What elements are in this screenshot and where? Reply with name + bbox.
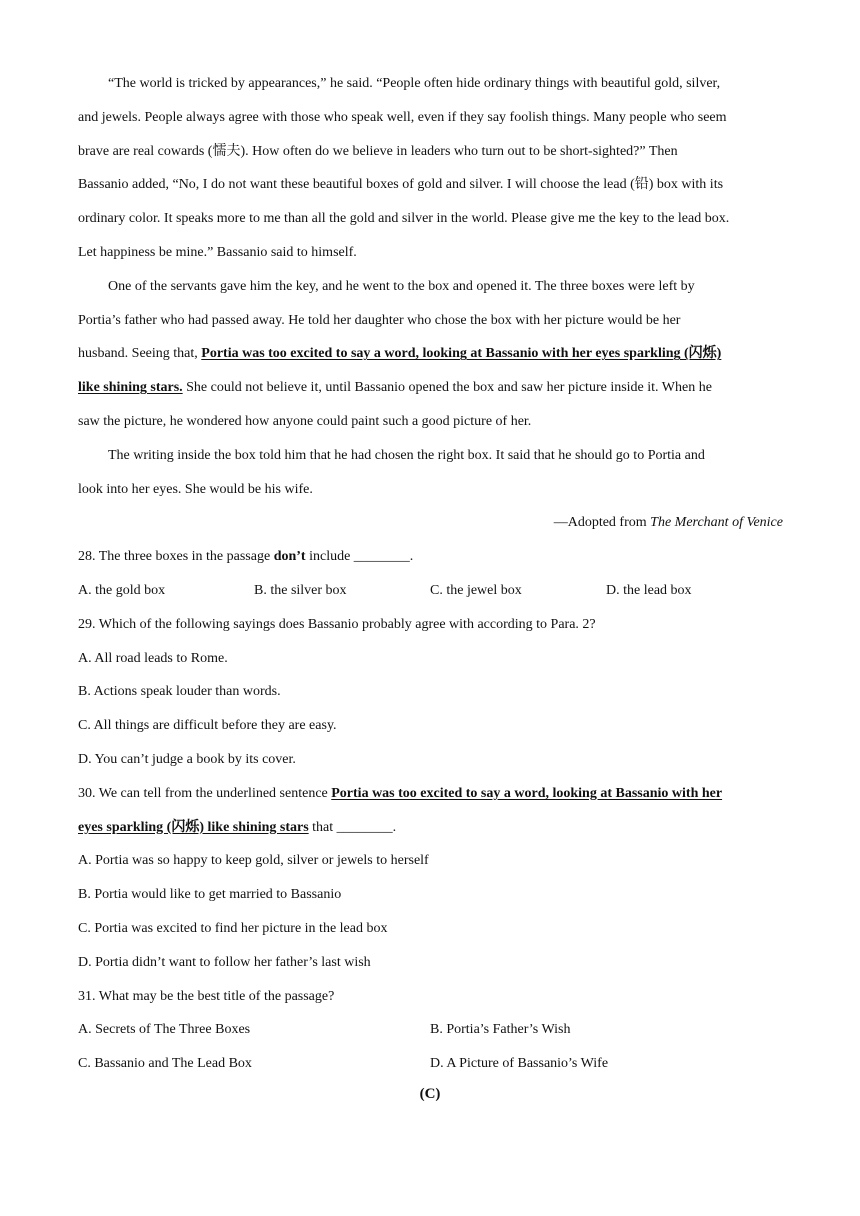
question-30-stem-line-1 bbox=[78, 777, 792, 811]
document-page bbox=[78, 67, 792, 1081]
source-title: The Merchant of Venice bbox=[650, 515, 783, 531]
paragraph-2-line-3-text: husband. Seeing that, bbox=[78, 346, 202, 362]
paragraph-1-line-1: “The world is tricked by appearances,” he said. “People often hide ordinary things with beautiful gold, silver, bbox=[108, 76, 721, 91]
question-28-option-c: C. the jewel box bbox=[430, 582, 522, 598]
question-31-options-row-2 bbox=[78, 1047, 792, 1081]
question-30-underlined-part-1: Portia was too excited to say a word, looking at Bassanio with her bbox=[331, 785, 723, 801]
paragraph-2-line-3 bbox=[78, 337, 792, 371]
question-29-option-a: A. All road leads to Rome. bbox=[78, 650, 228, 666]
question-29-option-b: B. Actions speak louder than words. bbox=[78, 684, 281, 700]
paragraph-2-line-1: One of the servants gave him the key, and he went to the box and opened it. The three boxes were left by bbox=[108, 278, 695, 294]
question-28-options bbox=[78, 574, 792, 608]
underlined-sentence-part-1: Portia was too excited to say a word, looking at Bassanio with her eyes sparkling (闪烁) bbox=[201, 346, 722, 362]
question-31-options-row-1 bbox=[78, 1013, 792, 1047]
question-30-option-a: A. Portia was so happy to keep gold, silver or jewels to herself bbox=[78, 853, 429, 869]
question-31-option-c: C. Bassanio and The Lead Box bbox=[78, 1056, 252, 1072]
question-29-option-d: D. You can’t judge a book by its cover. bbox=[78, 751, 296, 767]
question-28-option-a: A. the gold box bbox=[78, 582, 166, 598]
question-28-option-b: B. the silver box bbox=[254, 582, 347, 598]
question-31-option-b: B. Portia’s Father’s Wish bbox=[430, 1022, 571, 1038]
paragraph-3-line-2: look into her eyes. She would be his wife. bbox=[78, 481, 313, 497]
question-30-stem-post: that ________. bbox=[308, 819, 397, 835]
paragraph-3-line-1: The writing inside the box told him that he had chosen the right box. It said that he should go to Portia and bbox=[108, 447, 705, 463]
question-28-stem-bold: don’t bbox=[273, 549, 306, 565]
paragraph-2-line-4-text: She could not believe it, until Bassanio opened the box and saw her picture inside it. When he bbox=[182, 380, 712, 396]
paragraph-1-line-6: Let happiness be mine.” Bassanio said to himself. bbox=[78, 244, 357, 260]
source-attribution bbox=[78, 506, 792, 540]
question-30-option-d: D. Portia didn’t want to follow her father’s last wish bbox=[78, 954, 371, 970]
question-28-stem-post: include ________. bbox=[305, 549, 414, 565]
question-28-option-d: D. the lead box bbox=[606, 582, 692, 598]
question-28-stem-pre: 28. The three boxes in the passage bbox=[78, 549, 274, 565]
paragraph-1-line-5: ordinary color. It speaks more to me than all the gold and silver in the world. Please give me the key to the lead box. bbox=[78, 211, 730, 227]
question-30-underlined-part-2: eyes sparkling (闪烁) like shining stars bbox=[78, 819, 309, 835]
question-29-option-c: C. All things are difficult before they are easy. bbox=[78, 718, 337, 734]
paragraph-2-line-4 bbox=[78, 371, 792, 405]
question-31-option-a: A. Secrets of The Three Boxes bbox=[78, 1022, 251, 1038]
section-label: (C) bbox=[419, 1086, 441, 1102]
paragraph-1-line-3: brave are real cowards (懦夫). How often do we believe in leaders who turn out to be short-sighted?” Then bbox=[78, 143, 678, 159]
question-30-option-c: C. Portia was excited to find her picture in the lead box bbox=[78, 920, 388, 936]
question-31-stem: 31. What may be the best title of the passage? bbox=[78, 988, 335, 1004]
paragraph-2-line-2: Portia’s father who had passed away. He told her daughter who chose the box with her picture would be her bbox=[78, 312, 681, 328]
paragraph-2-line-5: saw the picture, he wondered how anyone could paint such a good picture of her. bbox=[78, 413, 532, 429]
question-30-stem-line-2 bbox=[78, 811, 792, 845]
paragraph-1-line-4: Bassanio added, “No, I do not want these beautiful boxes of gold and silver. I will choose the lead (铅) box with its bbox=[78, 177, 724, 193]
question-28-stem bbox=[78, 540, 792, 574]
paragraph-1-line-2: and jewels. People always agree with those who speak well, even if they say foolish things. Many people who seem bbox=[78, 109, 727, 125]
question-30-option-b: B. Portia would like to get married to Bassanio bbox=[78, 887, 342, 903]
question-31-option-d: D. A Picture of Bassanio’s Wife bbox=[430, 1056, 609, 1072]
underlined-sentence-part-2: like shining stars. bbox=[78, 380, 183, 396]
question-30-stem-pre: 30. We can tell from the underlined sentence bbox=[78, 785, 332, 801]
question-29-stem: 29. Which of the following sayings does Bassanio probably agree with according to Para. 2? bbox=[78, 616, 596, 632]
source-prefix: —Adopted from bbox=[553, 515, 651, 531]
